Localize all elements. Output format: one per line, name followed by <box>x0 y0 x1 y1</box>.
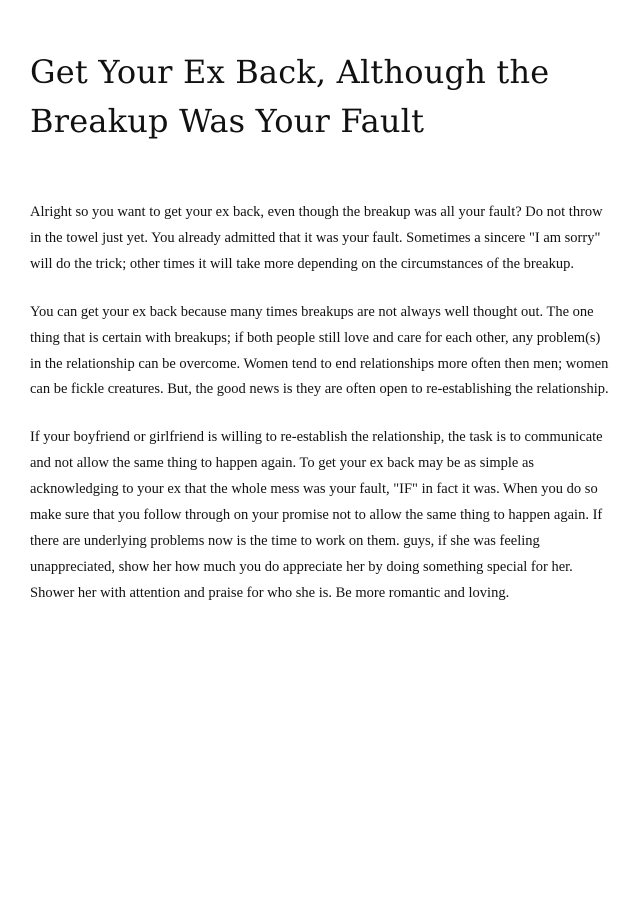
paragraph-3: If your boyfriend or girlfriend is willing to re-establish the relationship, the task is to communicate and not allow the same thing to happen again. To get your ex back may be as simple as acknowledging to your ex that the whole mess was your fault, "IF" in fact it was. When you do so make sure that you follow through on your promise not to allow the same thing to happen again. If there are underlying problems now is the time to work on them. guys, if she was feeling unappreciated, show her how much you do appreciate her by doing something special for her. Shower her with attention and praise for who she is. Be more romantic and loving. <box>30 429 603 601</box>
document-title: Get Your Ex Back, Although the Breakup Was Your Fault <box>30 53 550 140</box>
document-body <box>30 200 610 607</box>
paragraph-2: You can get your ex back because many times breakups are not always well thought out. The one thing that is certain with breakups; if both people still love and care for each other, any problem(s) in the relationship can be overcome. Women tend to end relationships more often then men; women can be fickle creatures. But, the good news is they are often open to re-establishing the relationship. <box>30 303 609 398</box>
document-page <box>30 48 610 629</box>
paragraph-1: Alright so you want to get your ex back, even though the breakup was all your fault? Do not throw in the towel just yet. You already admitted that it was your fault. Sometimes a sincere "I am sorry" will do the trick; other times it will take more depending on the circumstances of the breakup. <box>30 204 603 272</box>
